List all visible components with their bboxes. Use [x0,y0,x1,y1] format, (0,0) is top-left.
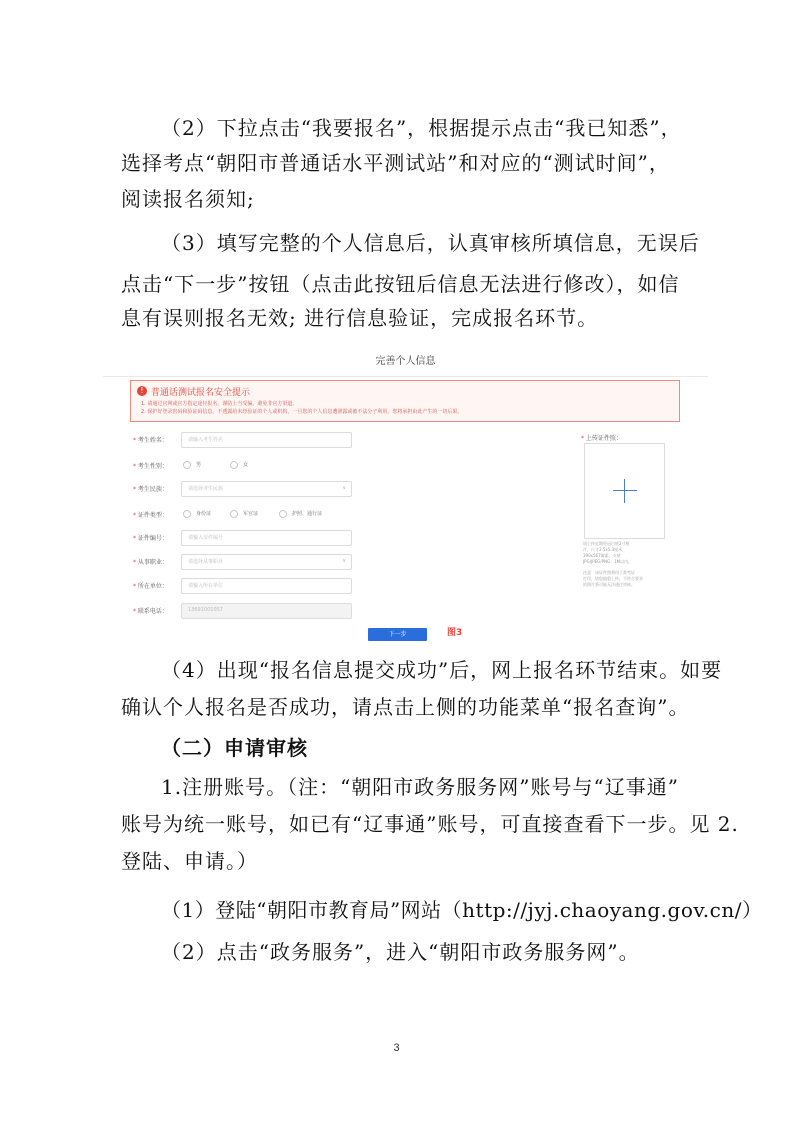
paragraph-line: （3）填写完整的个人信息后，认真审核所填信息，无误后 [161,231,700,255]
upload-note: JPG/JPEG/PNG；1M以内。 [583,559,633,564]
field-label: 考生姓名： [137,437,168,444]
upload-note: 注意：该证件照将用于准考证 [583,570,635,575]
field-label: 从事职业： [137,559,168,566]
field-label: 所在单位： [137,583,168,590]
gender-radio-male[interactable] [183,461,191,469]
id-type-radio-idcard[interactable] [183,510,191,518]
paragraph-line: 点击“下一步”按钮（点击此按钮后信息无法进行修改），如信 [121,272,680,296]
name-input[interactable]: 请输入考生姓名 [181,432,352,448]
id-type-radio-passport[interactable] [279,510,287,518]
paragraph-line: （1）登陆“朝阳市教育局”网站（http://jyj.chaoyang.gov.cn/） [161,898,763,922]
field-label: 证件类型： [137,512,168,519]
form-title: 完善个人信息 [375,356,436,367]
next-step-button[interactable]: 下一步 [368,628,427,641]
section-heading: （二）申请审核 [161,736,308,760]
id-type-radio-officer[interactable] [230,510,238,518]
radio-label: 护照、通行证 [292,511,323,517]
page-number: 3 [393,1042,400,1054]
divider [103,376,708,377]
radio-label: 女 [243,462,249,468]
upload-note: 的照片将可能无法通过审核。 [583,582,635,587]
paragraph-line: （4）出现“报名信息提交成功”后，网上报名环节结束。如要 [161,658,723,682]
radio-label: 身份证 [196,511,212,517]
warning-line: 2. 保护好登录密码和验证码信息，不透露给未经验证的个人或机构，一旦您的个人信息遭泄露或被不法分子利用，您将承担由此产生的一切后果。 [141,409,463,415]
warning-line: 1. 请通过官网或官方指定途径报名，谨防上当受骗，避免非官方渠道。 [141,401,298,407]
employer-input[interactable]: 请输入所在单位 [181,578,352,594]
upload-note: 请上传近期免冠白底2寸照 [583,541,630,546]
paragraph-line: （2）下拉点击“我要报名”，根据提示点击“我已知悉”， [161,116,682,140]
chevron-down-icon: ∨ [342,485,346,491]
plus-icon [613,490,637,491]
field-label: 联系电话： [137,608,168,615]
radio-label: 军官证 [243,511,259,517]
paragraph-line: 阅读报名须知; [121,187,255,211]
radio-label: 男 [196,462,202,468]
id-number-input[interactable]: 请输入证件编号 [181,530,352,546]
chevron-down-icon: ∨ [342,558,346,564]
occupation-select[interactable]: 请选择从事职业 ∨ [181,554,352,570]
field-label: 证件编号： [137,535,168,542]
paragraph-line: 息有误则报名无效; 进行信息验证，完成报名环节。 [121,306,599,330]
phone-input: 13691001057 [181,603,352,619]
field-label: 考生性别： [137,463,168,470]
upload-note: 打印，请您慎重上传，不符合要求 [583,576,643,581]
upload-label: 上传证件照： [585,435,622,442]
field-label: 考生民族： [137,486,168,493]
figure-label: 图3 [447,628,463,638]
paragraph-line: 1.注册账号。（注：“朝阳市政务服务网”账号与“辽事通” [161,775,679,799]
paragraph-line: 确认个人报名是否成功，请点击上侧的功能菜单“报名查询”。 [121,695,690,719]
paragraph-line: 登陆、申请。） [121,849,258,873]
photo-upload-box[interactable] [584,443,665,539]
gender-radio-female[interactable] [230,461,238,469]
upload-note: 390x567像素，支持 [583,553,621,558]
upload-note: 片，尺寸3.5x5.3厘米， [583,547,627,552]
ethnicity-select[interactable]: 请选择考生民族 ∨ [181,481,352,497]
form-screenshot-figure: 完善个人信息 ! 普通话测试报名安全提示 1. 请通过官网或官方指定途径报名，谨防上当受骗，避免非官方渠道。 2. 保护好登录密码和验证码信息，不透露给未经验证的个人或机构，一旦您的个人信息遭泄露或被不法分子利用，您将承担由此产生的一切后果。 * 考生姓名： 请输入考生姓名 * 考生性别： 男 女 * 考生民族： 请选择考生民族 ∨ * 证件类型： 身份证 军官证 护照、通行证 * 证件编号： 请输入证件编号 * 从事职业： 请选择从事职业 ∨ * 所在单位： 请输入所在单位 * 联系电话： 13691001057 * 上传证件照： 请上传近期免冠白底2寸照 片，尺寸3.5x5.3厘米， 390x567像素，支持 JPG/JPEG/PNG；1M以内。 注意：该证件照将用于准考证 打印，请您慎重上传，不符合要求 的照片将可能无法通过审核。 下一步 图3 [103,342,708,645]
warning-icon: ! [137,386,147,396]
warning-title: 普通话测试报名安全提示 [151,388,251,398]
warning-box [130,380,680,422]
paragraph-line: 选择考点“朝阳市普通话水平测试站”和对应的“测试时间”， [121,151,670,175]
paragraph-line: 账号为统一账号，如已有“辽事通”账号，可直接查看下一步。见 2. [121,812,739,836]
paragraph-line: （2）点击“政务服务”，进入“朝阳市政务服务网”。 [161,940,640,964]
